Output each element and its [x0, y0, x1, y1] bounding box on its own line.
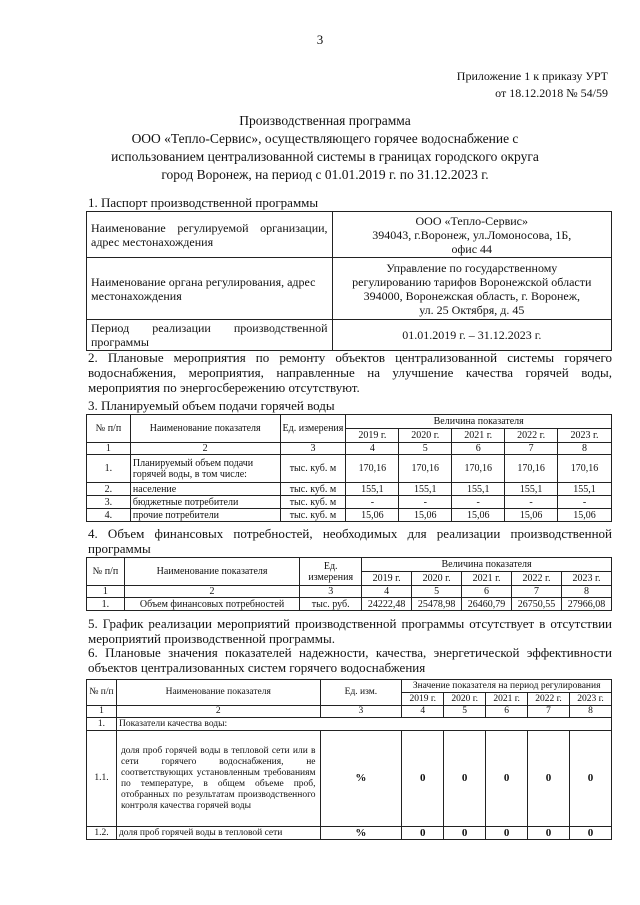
row-value: 0	[444, 827, 486, 840]
row-value: 15,06	[399, 509, 452, 522]
passport-table	[86, 211, 612, 351]
col-num: 4	[402, 706, 444, 718]
head-year: 2022 г.	[505, 429, 558, 443]
row-name: бюджетные потребители	[130, 496, 280, 509]
table-row	[87, 496, 612, 509]
col-num: 3	[300, 586, 362, 598]
row-value: 0	[569, 827, 611, 840]
head-name: Наименование показателя	[124, 558, 299, 586]
col-num: 7	[528, 706, 570, 718]
annex-line-1: Приложение 1 к приказу УРТ	[456, 69, 608, 83]
table-row	[87, 598, 612, 611]
head-year: 2023 г.	[561, 572, 611, 586]
passport-value	[332, 212, 611, 258]
row-value: 0	[402, 827, 444, 840]
row-value: 25478,98	[412, 598, 462, 611]
head-value: Значение показателя на период регулирования	[402, 680, 612, 693]
col-num: 4	[346, 443, 399, 455]
table-row	[87, 483, 612, 496]
row-value: 0	[444, 731, 486, 827]
passport-label: Наименование органа регулирования, адрес местонахождения	[87, 258, 333, 320]
head-year: 2020 г.	[412, 572, 462, 586]
value-line: ул. 25 Октября, д. 45	[419, 302, 525, 317]
col-num: 6	[486, 706, 528, 718]
col-num: 5	[412, 586, 462, 598]
col-num: 1	[87, 706, 117, 718]
row-unit: %	[320, 731, 402, 827]
col-num: 8	[558, 443, 612, 455]
quality-indicators-table	[86, 679, 612, 840]
head-value: Величина показателя	[362, 558, 612, 572]
title-line-3: использованием централизованной системы в границах городского округа	[111, 149, 539, 164]
row-unit: тыс. куб. м	[280, 483, 346, 496]
row-value: -	[346, 496, 399, 509]
head-unit: Ед. измерения	[280, 415, 346, 443]
table-row	[87, 718, 612, 731]
head-year: 2019 г.	[402, 693, 444, 706]
row-name: прочие потребители	[130, 509, 280, 522]
col-num: 3	[280, 443, 346, 455]
row-value: 170,16	[346, 455, 399, 483]
group-num: 1.	[87, 718, 117, 731]
row-value: 26750,55	[512, 598, 562, 611]
col-num: 2	[130, 443, 280, 455]
row-name: доля проб горячей воды в тепловой сети или в сети горячего водоснабжения, не соответствующих установленным требованиям по температуре, в общем объеме проб, отобранных по результатам производственного контроля качества горячей воды	[116, 731, 320, 827]
head-name: Наименование показателя	[130, 415, 280, 443]
row-value: 0	[486, 731, 528, 827]
table-row	[87, 731, 612, 827]
head-num: № п/п	[87, 680, 117, 706]
head-year: 2023 г.	[569, 693, 611, 706]
col-num: 2	[124, 586, 299, 598]
group-name: Показатели качества воды:	[116, 718, 611, 731]
table-row	[87, 455, 612, 483]
row-name: Объем финансовых потребностей	[124, 598, 299, 611]
col-num: 7	[512, 586, 562, 598]
col-num: 5	[444, 706, 486, 718]
row-num: 1.	[87, 455, 131, 483]
row-value: 15,06	[346, 509, 399, 522]
value-line: ООО «Тепло-Сервис»	[415, 213, 529, 228]
col-num: 7	[505, 443, 558, 455]
col-num: 5	[399, 443, 452, 455]
head-num: № п/п	[87, 558, 125, 586]
row-value: -	[505, 496, 558, 509]
row-num: 1.	[87, 598, 125, 611]
row-num: 3.	[87, 496, 131, 509]
row-name: доля проб горячей воды в тепловой сети	[116, 827, 320, 840]
section-3-heading: 3. Планируемый объем подачи горячей воды	[88, 398, 335, 413]
row-value: 0	[402, 731, 444, 827]
passport-row	[87, 258, 612, 320]
row-num: 1.2.	[87, 827, 117, 840]
row-unit: тыс. руб.	[300, 598, 362, 611]
table-row	[87, 827, 612, 840]
col-num: 8	[569, 706, 611, 718]
row-value: 170,16	[558, 455, 612, 483]
head-year: 2021 г.	[452, 429, 505, 443]
passport-value	[332, 320, 611, 351]
col-num: 2	[116, 706, 320, 718]
section-4-heading: 4. Объем финансовых потребностей, необходимых для реализации производственной программы	[88, 526, 612, 556]
section-2-text: 2. Плановые мероприятия по ремонту объектов централизованной системы горячего водоснабжения, мероприятия, направленные на улучшение качества горячей воды, мероприятия по энергосбережению отсутствуют.	[88, 350, 612, 395]
row-unit: тыс. куб. м	[280, 496, 346, 509]
row-value: 15,06	[505, 509, 558, 522]
head-name: Наименование показателя	[116, 680, 320, 706]
col-num: 4	[362, 586, 412, 598]
row-value: 155,1	[505, 483, 558, 496]
row-unit: тыс. куб. м	[280, 455, 346, 483]
title-line-4: город Воронеж, на период с 01.01.2019 г. по 31.12.2023 г.	[161, 167, 489, 182]
supply-volume-table	[86, 414, 612, 522]
row-value: 15,06	[452, 509, 505, 522]
head-year: 2020 г.	[399, 429, 452, 443]
passport-row	[87, 212, 612, 258]
annex-line-2: от 18.12.2018 № 54/59	[495, 86, 608, 100]
row-value: 170,16	[399, 455, 452, 483]
row-value: 155,1	[452, 483, 505, 496]
title-line-1: Производственная программа	[239, 113, 411, 128]
section-6-text: 6. Плановые значения показателей надежности, качества, энергетической эффективности объектов централизованных систем горячего водоснабжения	[88, 645, 612, 675]
value-line: Управление по государственному	[386, 260, 558, 275]
head-year: 2022 г.	[512, 572, 562, 586]
row-value: 27966,08	[561, 598, 611, 611]
row-unit: %	[320, 827, 402, 840]
head-year: 2019 г.	[362, 572, 412, 586]
passport-label: Наименование регулируемой организации, адрес местонахождения	[87, 212, 333, 258]
value-line: 394000, Воронежская область, г. Воронеж,	[363, 288, 580, 303]
passport-value	[332, 258, 611, 320]
table-row	[87, 509, 612, 522]
head-unit: Ед. измерения	[300, 558, 362, 586]
title-line-2: ООО «Тепло-Сервис», осуществляющего горячее водоснабжение с	[131, 131, 519, 146]
row-unit: тыс. куб. м	[280, 509, 346, 522]
row-value: -	[452, 496, 505, 509]
document-title	[90, 112, 560, 184]
head-year: 2020 г.	[444, 693, 486, 706]
row-value: 0	[528, 827, 570, 840]
col-num: 6	[452, 443, 505, 455]
page-number: 3	[316, 32, 324, 47]
section-1-heading: 1. Паспорт производственной программы	[88, 195, 319, 210]
annex-reference	[457, 68, 608, 102]
section-5-text: 5. График реализации мероприятий производственной программы отсутствует в отсутствии мероприятий производственной программы.	[88, 616, 612, 646]
passport-label: Период реализации производственной программы	[87, 320, 333, 351]
passport-row	[87, 320, 612, 351]
row-value: 170,16	[452, 455, 505, 483]
head-num: № п/п	[87, 415, 131, 443]
financial-needs-table	[86, 557, 612, 611]
row-value: 0	[528, 731, 570, 827]
head-year: 2019 г.	[346, 429, 399, 443]
head-year: 2021 г.	[462, 572, 512, 586]
row-name: население	[130, 483, 280, 496]
head-value: Величина показателя	[346, 415, 612, 429]
row-name: Планируемый объем подачи горячей воды, в том числе:	[130, 455, 280, 483]
row-value: -	[558, 496, 612, 509]
value-line: 01.01.2019 г. – 31.12.2023 г.	[402, 328, 542, 342]
row-value: 15,06	[558, 509, 612, 522]
row-value: 155,1	[346, 483, 399, 496]
row-num: 1.1.	[87, 731, 117, 827]
row-num: 4.	[87, 509, 131, 522]
row-num: 2.	[87, 483, 131, 496]
row-value: 26460,79	[462, 598, 512, 611]
value-line: регулированию тарифов Воронежской области	[352, 274, 592, 289]
head-unit: Ед. изм.	[320, 680, 402, 706]
col-num: 3	[320, 706, 402, 718]
row-value: 0	[486, 827, 528, 840]
col-num: 1	[87, 586, 125, 598]
row-value: 155,1	[558, 483, 612, 496]
value-line: 394043, г.Воронеж, ул.Ломоносова, 1Б,	[372, 227, 572, 242]
row-value: 155,1	[399, 483, 452, 496]
head-year: 2022 г.	[528, 693, 570, 706]
row-value: 170,16	[505, 455, 558, 483]
head-year: 2021 г.	[486, 693, 528, 706]
row-value: 0	[569, 731, 611, 827]
row-value: 24222,48	[362, 598, 412, 611]
col-num: 1	[87, 443, 131, 455]
head-year: 2023 г.	[558, 429, 612, 443]
col-num: 6	[462, 586, 512, 598]
col-num: 8	[561, 586, 611, 598]
row-value: -	[399, 496, 452, 509]
value-line: офис 44	[451, 241, 493, 256]
